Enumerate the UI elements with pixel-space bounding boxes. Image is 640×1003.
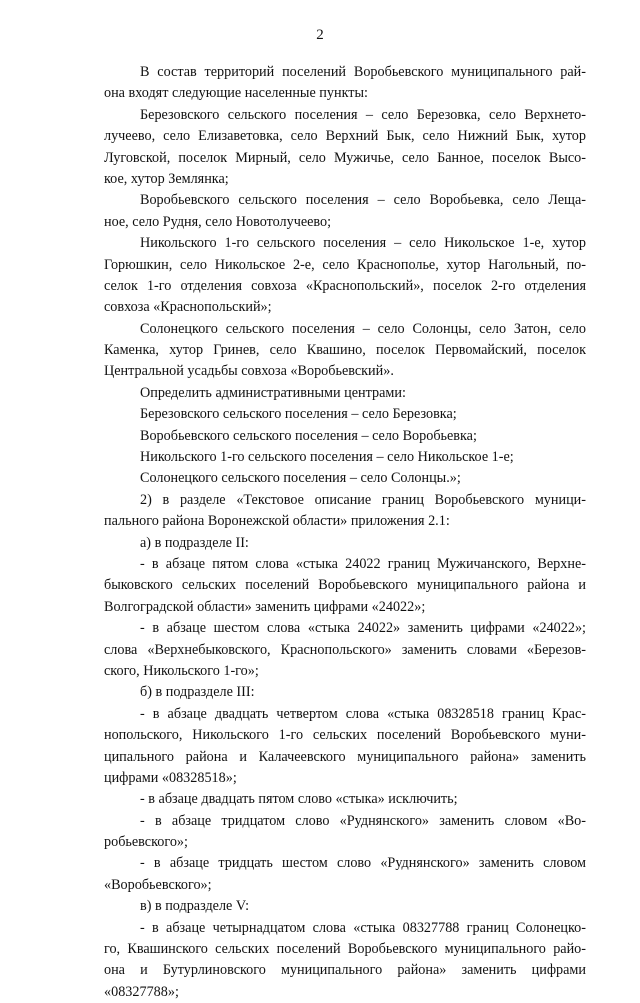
text-line: Луговской, поселок Мирный, село Мужичье, село Банное, поселок Высо- xyxy=(104,149,586,166)
text-line: нопольского, Никольского 1-го сельских поселений Воробьевского муни- xyxy=(104,727,586,744)
text-line: «08327788»; xyxy=(104,983,179,1000)
text-line: Каменка, хутор Гринев, село Квашино, поселок Первомайский, поселок xyxy=(104,342,586,359)
text-line: ского, Никольского 1-го»; xyxy=(104,662,259,679)
text-line: быковского сельских поселений Воробьевского муниципального района и xyxy=(104,577,586,594)
text-line: Солонецкого сельского поселения – село Солонцы, село Затон, село xyxy=(140,320,586,337)
text-line: - в абзаце тридцать шестом слово «Руднянского» заменить словом xyxy=(140,855,586,872)
text-line: селок 1-го отделения совхоза «Краснопольский», поселок 2-го отделения xyxy=(104,277,586,294)
text-line: Центральной усадьбы совхоза «Воробьевский». xyxy=(104,363,394,380)
text-line: Горюшкин, село Никольское 2-е, село Краснополье, хутор Нагольный, по- xyxy=(104,256,586,273)
text-line: Никольского 1-го сельского поселения – село Никольское 1-е, хутор xyxy=(140,235,586,252)
text-line: - в абзаце четырнадцатом слова «стыка 08327788 границ Солонецко- xyxy=(140,919,586,936)
text-line: ципального района и Калачеевского муниципального района» заменить xyxy=(104,748,586,765)
text-line: Березовского сельского поселения – село Березовка; xyxy=(140,406,457,423)
text-line: - в абзаце тридцатом слово «Руднянского» заменить словом «Во- xyxy=(140,812,586,829)
text-line: лучеево, село Елизаветовка, село Верхний Бык, село Нижний Бык, хутор xyxy=(104,128,586,145)
text-line: робьевского»; xyxy=(104,834,188,851)
text-line: б) в подразделе III: xyxy=(140,684,255,701)
text-line: в) в подразделе V: xyxy=(140,898,250,915)
text-line: - в абзаце пятом слова «стыка 24022 границ Мужичанского, Верхне- xyxy=(140,555,586,572)
text-line: «Воробьевского»; xyxy=(104,876,212,893)
text-line: - в абзаце двадцать четвертом слова «стыка 08328518 границ Крас- xyxy=(140,705,586,722)
text-line: Воробьевского сельского поселения – село Воробьевка, село Леща- xyxy=(140,192,586,209)
text-line: - в абзаце шестом слова «стыка 24022» заменить цифрами «24022»; xyxy=(140,620,586,637)
text-line: Березовского сельского поселения – село Березовка, село Верхнето- xyxy=(140,106,586,123)
text-line: Волгоградской области» заменить цифрами «24022»; xyxy=(104,598,426,615)
text-line: она и Бутурлиновского муниципального района» заменить цифрами xyxy=(104,962,586,979)
text-line: Никольского 1-го сельского поселения – село Никольское 1-е; xyxy=(140,449,514,466)
text-line: 2) в разделе «Текстовое описание границ Воробьевского муници- xyxy=(140,491,586,508)
text-line: ное, село Рудня, село Новотолучеево; xyxy=(104,213,332,230)
text-line: - в абзаце двадцать пятом слово «стыка» исключить; xyxy=(140,791,458,808)
text-line: она входят следующие населенные пункты: xyxy=(104,85,368,102)
text-line: Определить административными центрами: xyxy=(140,384,406,401)
text-line: кое, хутор Землянка; xyxy=(104,170,229,187)
text-line: слова «Верхнебыковского, Краснопольского» заменить словами «Березов- xyxy=(104,641,586,658)
text-line: го, Квашинского сельских поселений Воробьевского муниципального райо- xyxy=(104,941,586,958)
text-line: В состав территорий поселений Воробьевского муниципального рай- xyxy=(140,64,586,80)
text-line: Солонецкого сельского поселения – село Солонцы.»; xyxy=(140,470,461,487)
document-body xyxy=(104,62,586,1003)
page-number: 2 xyxy=(316,27,324,43)
text-line: а) в подразделе II: xyxy=(140,534,249,551)
text-line: совхоза «Краснопольский»; xyxy=(104,299,272,316)
text-line: цифрами «08328518»; xyxy=(104,769,237,786)
text-line: Воробьевского сельского поселения – село Воробьевка; xyxy=(140,427,477,444)
text-line: пального района Воронежской области» приложения 2.1: xyxy=(104,513,450,530)
